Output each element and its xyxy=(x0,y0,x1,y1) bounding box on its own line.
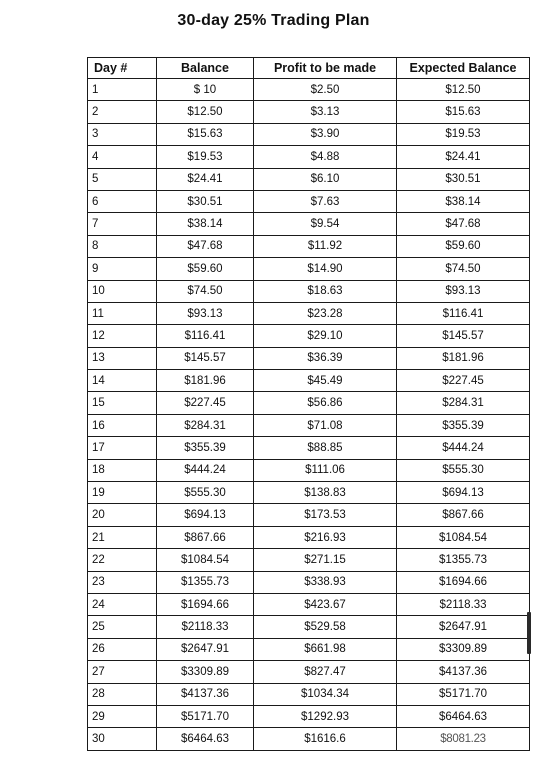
profit-cell: $529.58 xyxy=(254,616,397,638)
day-cell: 2 xyxy=(88,101,157,123)
day-cell: 15 xyxy=(88,392,157,414)
profit-cell: $23.28 xyxy=(254,302,397,324)
balance-cell: $284.31 xyxy=(157,414,254,436)
expected-balance-cell: $284.31 xyxy=(397,392,530,414)
day-cell: 19 xyxy=(88,482,157,504)
table-row xyxy=(88,504,530,526)
day-cell: 26 xyxy=(88,638,157,660)
profit-cell: $88.85 xyxy=(254,437,397,459)
profit-cell: $1616.6 xyxy=(254,728,397,750)
table-row xyxy=(88,526,530,548)
day-cell: 25 xyxy=(88,616,157,638)
expected-balance-cell: $30.51 xyxy=(397,168,530,190)
profit-cell: $3.13 xyxy=(254,101,397,123)
balance-cell: $19.53 xyxy=(157,146,254,168)
day-cell: 17 xyxy=(88,437,157,459)
table-row xyxy=(88,370,530,392)
trading-plan-table xyxy=(87,57,530,751)
expected-balance-cell: $145.57 xyxy=(397,325,530,347)
expected-balance-cell: $6464.63 xyxy=(397,705,530,727)
day-cell: 29 xyxy=(88,705,157,727)
table-row xyxy=(88,683,530,705)
expected-balance-cell: $15.63 xyxy=(397,101,530,123)
table-row xyxy=(88,571,530,593)
balance-cell: $59.60 xyxy=(157,258,254,280)
table-row xyxy=(88,638,530,660)
table-row xyxy=(88,593,530,615)
expected-balance-cell: $59.60 xyxy=(397,235,530,257)
balance-cell: $1084.54 xyxy=(157,549,254,571)
expected-balance-cell: $355.39 xyxy=(397,414,530,436)
header-profit: Profit to be made xyxy=(254,58,397,79)
header-row xyxy=(88,58,530,79)
profit-cell: $9.54 xyxy=(254,213,397,235)
expected-balance-cell: $47.68 xyxy=(397,213,530,235)
table-body xyxy=(88,79,530,751)
day-cell: 14 xyxy=(88,370,157,392)
expected-balance-cell: $38.14 xyxy=(397,190,530,212)
balance-cell: $4137.36 xyxy=(157,683,254,705)
day-cell: 23 xyxy=(88,571,157,593)
table-row xyxy=(88,79,530,101)
table-row xyxy=(88,325,530,347)
profit-cell: $827.47 xyxy=(254,661,397,683)
expected-balance-cell: $1084.54 xyxy=(397,526,530,548)
expected-balance-cell: $116.41 xyxy=(397,302,530,324)
profit-cell: $6.10 xyxy=(254,168,397,190)
balance-cell: $181.96 xyxy=(157,370,254,392)
balance-cell: $30.51 xyxy=(157,190,254,212)
expected-balance-cell: $2118.33 xyxy=(397,593,530,615)
table-row xyxy=(88,168,530,190)
profit-cell: $423.67 xyxy=(254,593,397,615)
table-row xyxy=(88,235,530,257)
table-row xyxy=(88,661,530,683)
table-row xyxy=(88,213,530,235)
expected-balance-cell: $12.50 xyxy=(397,79,530,101)
day-cell: 5 xyxy=(88,168,157,190)
table-row xyxy=(88,616,530,638)
day-cell: 9 xyxy=(88,258,157,280)
balance-cell: $145.57 xyxy=(157,347,254,369)
profit-cell: $216.93 xyxy=(254,526,397,548)
profit-cell: $36.39 xyxy=(254,347,397,369)
profit-cell: $71.08 xyxy=(254,414,397,436)
expected-balance-cell: $74.50 xyxy=(397,258,530,280)
expected-balance-cell: $1694.66 xyxy=(397,571,530,593)
header-expected-balance: Expected Balance xyxy=(397,58,530,79)
table-row xyxy=(88,258,530,280)
day-cell: 7 xyxy=(88,213,157,235)
balance-cell: $6464.63 xyxy=(157,728,254,750)
day-cell: 8 xyxy=(88,235,157,257)
profit-cell: $56.86 xyxy=(254,392,397,414)
table-header xyxy=(88,58,530,79)
profit-cell: $173.53 xyxy=(254,504,397,526)
day-cell: 20 xyxy=(88,504,157,526)
day-cell: 6 xyxy=(88,190,157,212)
day-cell: 10 xyxy=(88,280,157,302)
day-cell: 1 xyxy=(88,79,157,101)
expected-balance-cell: $8081.23 xyxy=(397,728,530,750)
expected-balance-cell: $24.41 xyxy=(397,146,530,168)
day-cell: 12 xyxy=(88,325,157,347)
balance-cell: $555.30 xyxy=(157,482,254,504)
balance-cell: $694.13 xyxy=(157,504,254,526)
day-cell: 4 xyxy=(88,146,157,168)
balance-cell: $444.24 xyxy=(157,459,254,481)
table-row xyxy=(88,459,530,481)
balance-cell: $15.63 xyxy=(157,123,254,145)
balance-cell: $1694.66 xyxy=(157,593,254,615)
table-row xyxy=(88,705,530,727)
expected-balance-cell: $5171.70 xyxy=(397,683,530,705)
profit-cell: $271.15 xyxy=(254,549,397,571)
day-cell: 21 xyxy=(88,526,157,548)
table-row xyxy=(88,190,530,212)
profit-cell: $45.49 xyxy=(254,370,397,392)
profit-cell: $338.93 xyxy=(254,571,397,593)
day-cell: 18 xyxy=(88,459,157,481)
profit-cell: $2.50 xyxy=(254,79,397,101)
expected-balance-cell: $444.24 xyxy=(397,437,530,459)
day-cell: 28 xyxy=(88,683,157,705)
table-row xyxy=(88,482,530,504)
expected-balance-cell: $555.30 xyxy=(397,459,530,481)
expected-balance-cell: $93.13 xyxy=(397,280,530,302)
day-cell: 11 xyxy=(88,302,157,324)
table-row xyxy=(88,302,530,324)
table-row xyxy=(88,392,530,414)
profit-cell: $11.92 xyxy=(254,235,397,257)
balance-cell: $47.68 xyxy=(157,235,254,257)
expected-balance-cell: $227.45 xyxy=(397,370,530,392)
day-cell: 16 xyxy=(88,414,157,436)
table-row xyxy=(88,437,530,459)
balance-cell: $5171.70 xyxy=(157,705,254,727)
profit-cell: $7.63 xyxy=(254,190,397,212)
expected-balance-cell: $4137.36 xyxy=(397,661,530,683)
table-row xyxy=(88,414,530,436)
table-row xyxy=(88,123,530,145)
day-cell: 22 xyxy=(88,549,157,571)
balance-cell: $38.14 xyxy=(157,213,254,235)
profit-cell: $138.83 xyxy=(254,482,397,504)
balance-cell: $355.39 xyxy=(157,437,254,459)
profit-cell: $4.88 xyxy=(254,146,397,168)
balance-cell: $93.13 xyxy=(157,302,254,324)
profit-cell: $29.10 xyxy=(254,325,397,347)
expected-balance-cell: $1355.73 xyxy=(397,549,530,571)
day-cell: 27 xyxy=(88,661,157,683)
profit-cell: $1292.93 xyxy=(254,705,397,727)
header-day: Day # xyxy=(88,58,157,79)
balance-cell: $867.66 xyxy=(157,526,254,548)
profit-cell: $111.06 xyxy=(254,459,397,481)
profit-cell: $661.98 xyxy=(254,638,397,660)
table-row xyxy=(88,549,530,571)
table-row xyxy=(88,728,530,750)
balance-cell: $74.50 xyxy=(157,280,254,302)
balance-cell: $3309.89 xyxy=(157,661,254,683)
header-balance: Balance xyxy=(157,58,254,79)
profit-cell: $18.63 xyxy=(254,280,397,302)
day-cell: 30 xyxy=(88,728,157,750)
expected-balance-cell: $19.53 xyxy=(397,123,530,145)
balance-cell: $24.41 xyxy=(157,168,254,190)
day-cell: 3 xyxy=(88,123,157,145)
day-cell: 13 xyxy=(88,347,157,369)
page-title: 30-day 25% Trading Plan xyxy=(177,12,370,29)
table-row xyxy=(88,101,530,123)
balance-cell: $12.50 xyxy=(157,101,254,123)
profit-cell: $3.90 xyxy=(254,123,397,145)
expected-balance-cell: $3309.89 xyxy=(397,638,530,660)
profit-cell: $14.90 xyxy=(254,258,397,280)
balance-cell: $2118.33 xyxy=(157,616,254,638)
profit-cell: $1034.34 xyxy=(254,683,397,705)
balance-cell: $116.41 xyxy=(157,325,254,347)
balance-cell: $227.45 xyxy=(157,392,254,414)
expected-balance-cell: $867.66 xyxy=(397,504,530,526)
balance-cell: $2647.91 xyxy=(157,638,254,660)
balance-cell: $ 10 xyxy=(157,79,254,101)
table-row xyxy=(88,146,530,168)
table-row xyxy=(88,280,530,302)
expected-balance-cell: $694.13 xyxy=(397,482,530,504)
day-cell: 24 xyxy=(88,593,157,615)
expected-balance-cell: $181.96 xyxy=(397,347,530,369)
table-row xyxy=(88,347,530,369)
balance-cell: $1355.73 xyxy=(157,571,254,593)
expected-balance-cell: $2647.91 xyxy=(397,616,530,638)
page-edge-mark xyxy=(527,612,531,654)
